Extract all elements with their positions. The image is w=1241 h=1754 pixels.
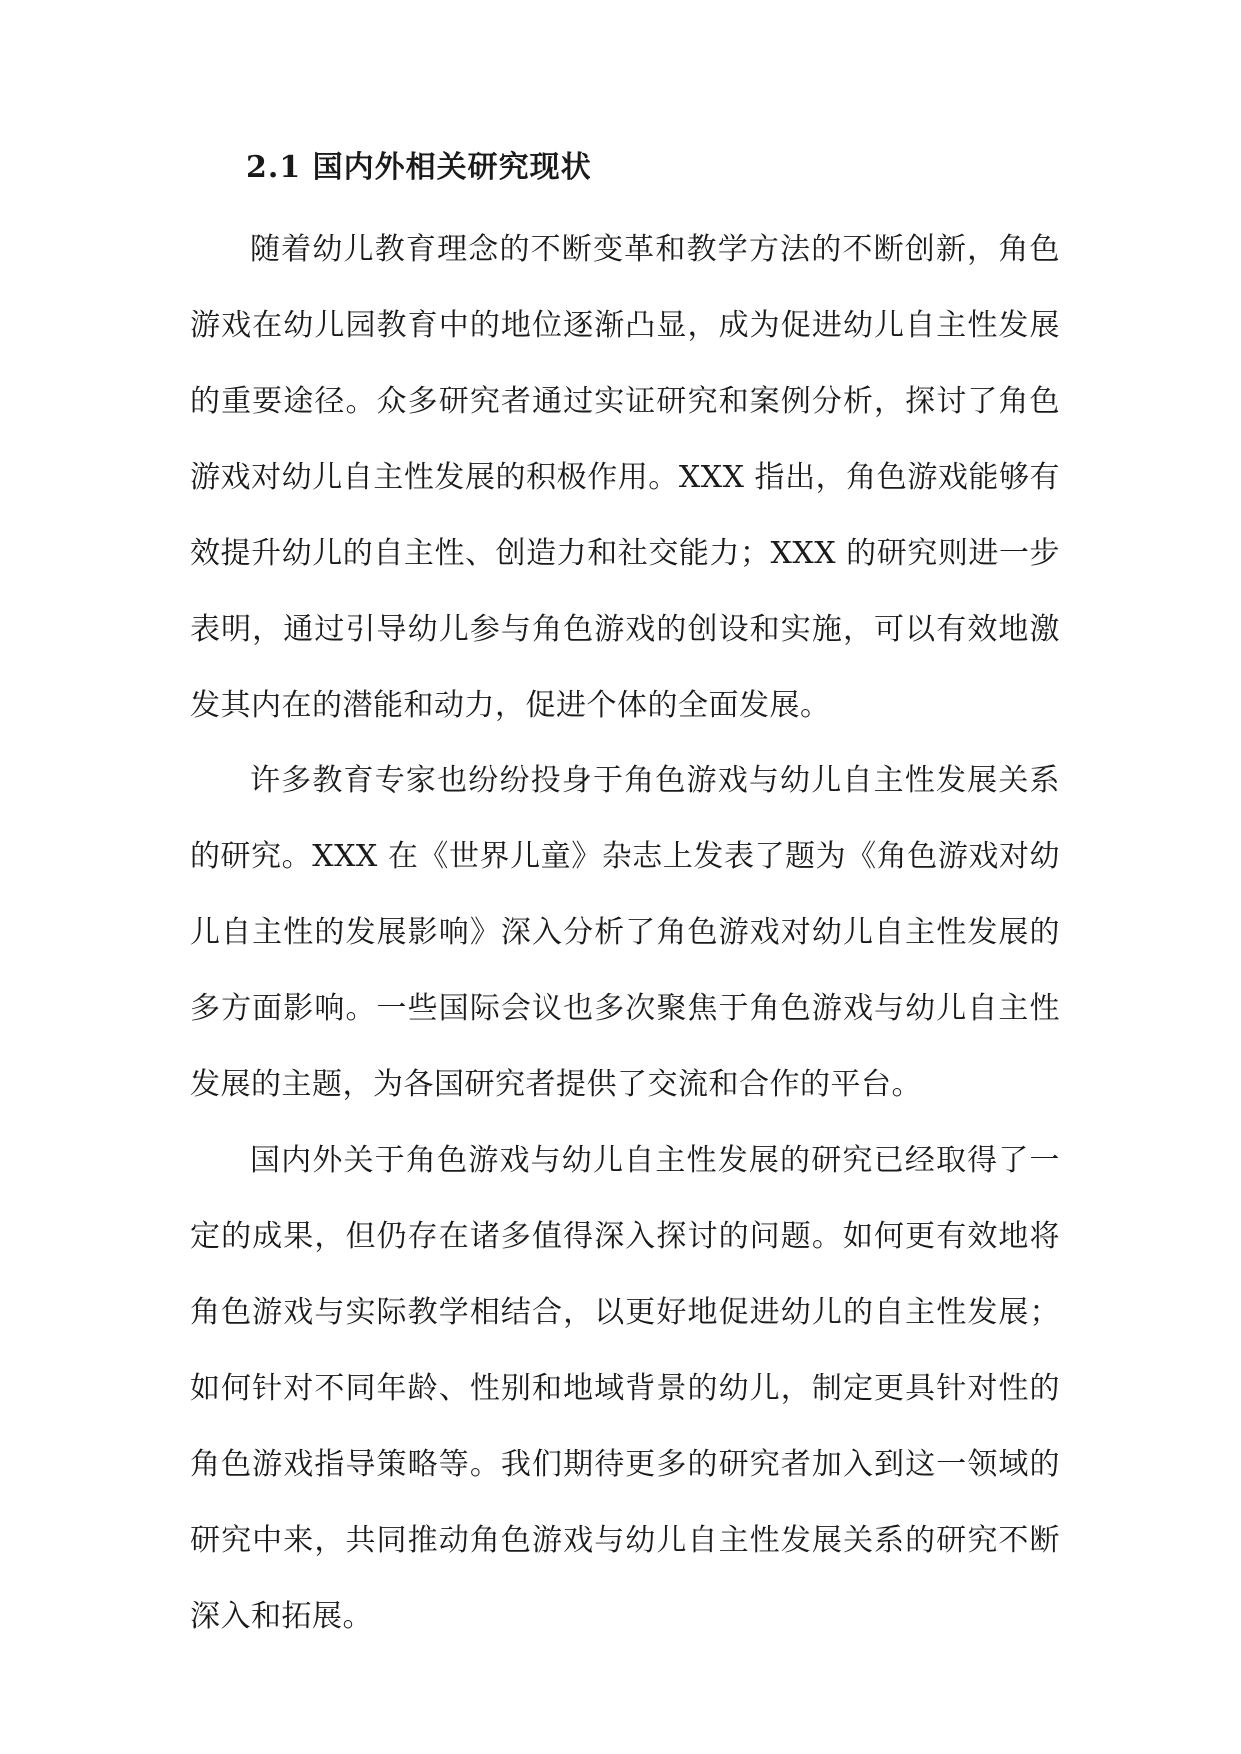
paragraph-open-questions: 国内外关于角色游戏与幼儿自主性发展的研究已经取得了一定的成果，但仍存在诸多值得深入探讨的问题。如何更有效地将角色游戏与实际教学相结合，以更好地促进幼儿的自主性发展；如何针对不同年龄、性别和地域背景的幼儿，制定更具针对性的角色游戏指导策略等。我们期待更多的研究者加入到这一领域的研究中来，共同推动角色游戏与幼儿自主性发展关系的研究不断深入和拓展。	[190, 1143, 1060, 1634]
paragraph-research-overview: 随着幼儿教育理念的不断变革和教学方法的不断创新，角色游戏在幼儿园教育中的地位逐渐凸显，成为促进幼儿自主性发展的重要途径。众多研究者通过实证研究和案例分析，探讨了角色游戏对幼儿自主性发展的积极作用。XXX 指出，角色游戏能够有效提升幼儿的自主性、创造力和社交能力；XXX 的研究则进一步表明，通过引导幼儿参与角色游戏的创设和实施，可以有效地激发其内在的潜能和动力，促进个体的全面发展。	[190, 232, 1060, 723]
paragraph-expert-research: 许多教育专家也纷纷投身于角色游戏与幼儿自主性发展关系的研究。XXX 在《世界儿童》杂志上发表了题为《角色游戏对幼儿自主性的发展影响》深入分析了角色游戏对幼儿自主性发展的多方面影响。一些国际会议也多次聚焦于角色游戏与幼儿自主性发展的主题，为各国研究者提供了交流和合作的平台。	[190, 763, 1060, 1102]
section-heading: 2.1 国内外相关研究现状	[246, 150, 592, 185]
